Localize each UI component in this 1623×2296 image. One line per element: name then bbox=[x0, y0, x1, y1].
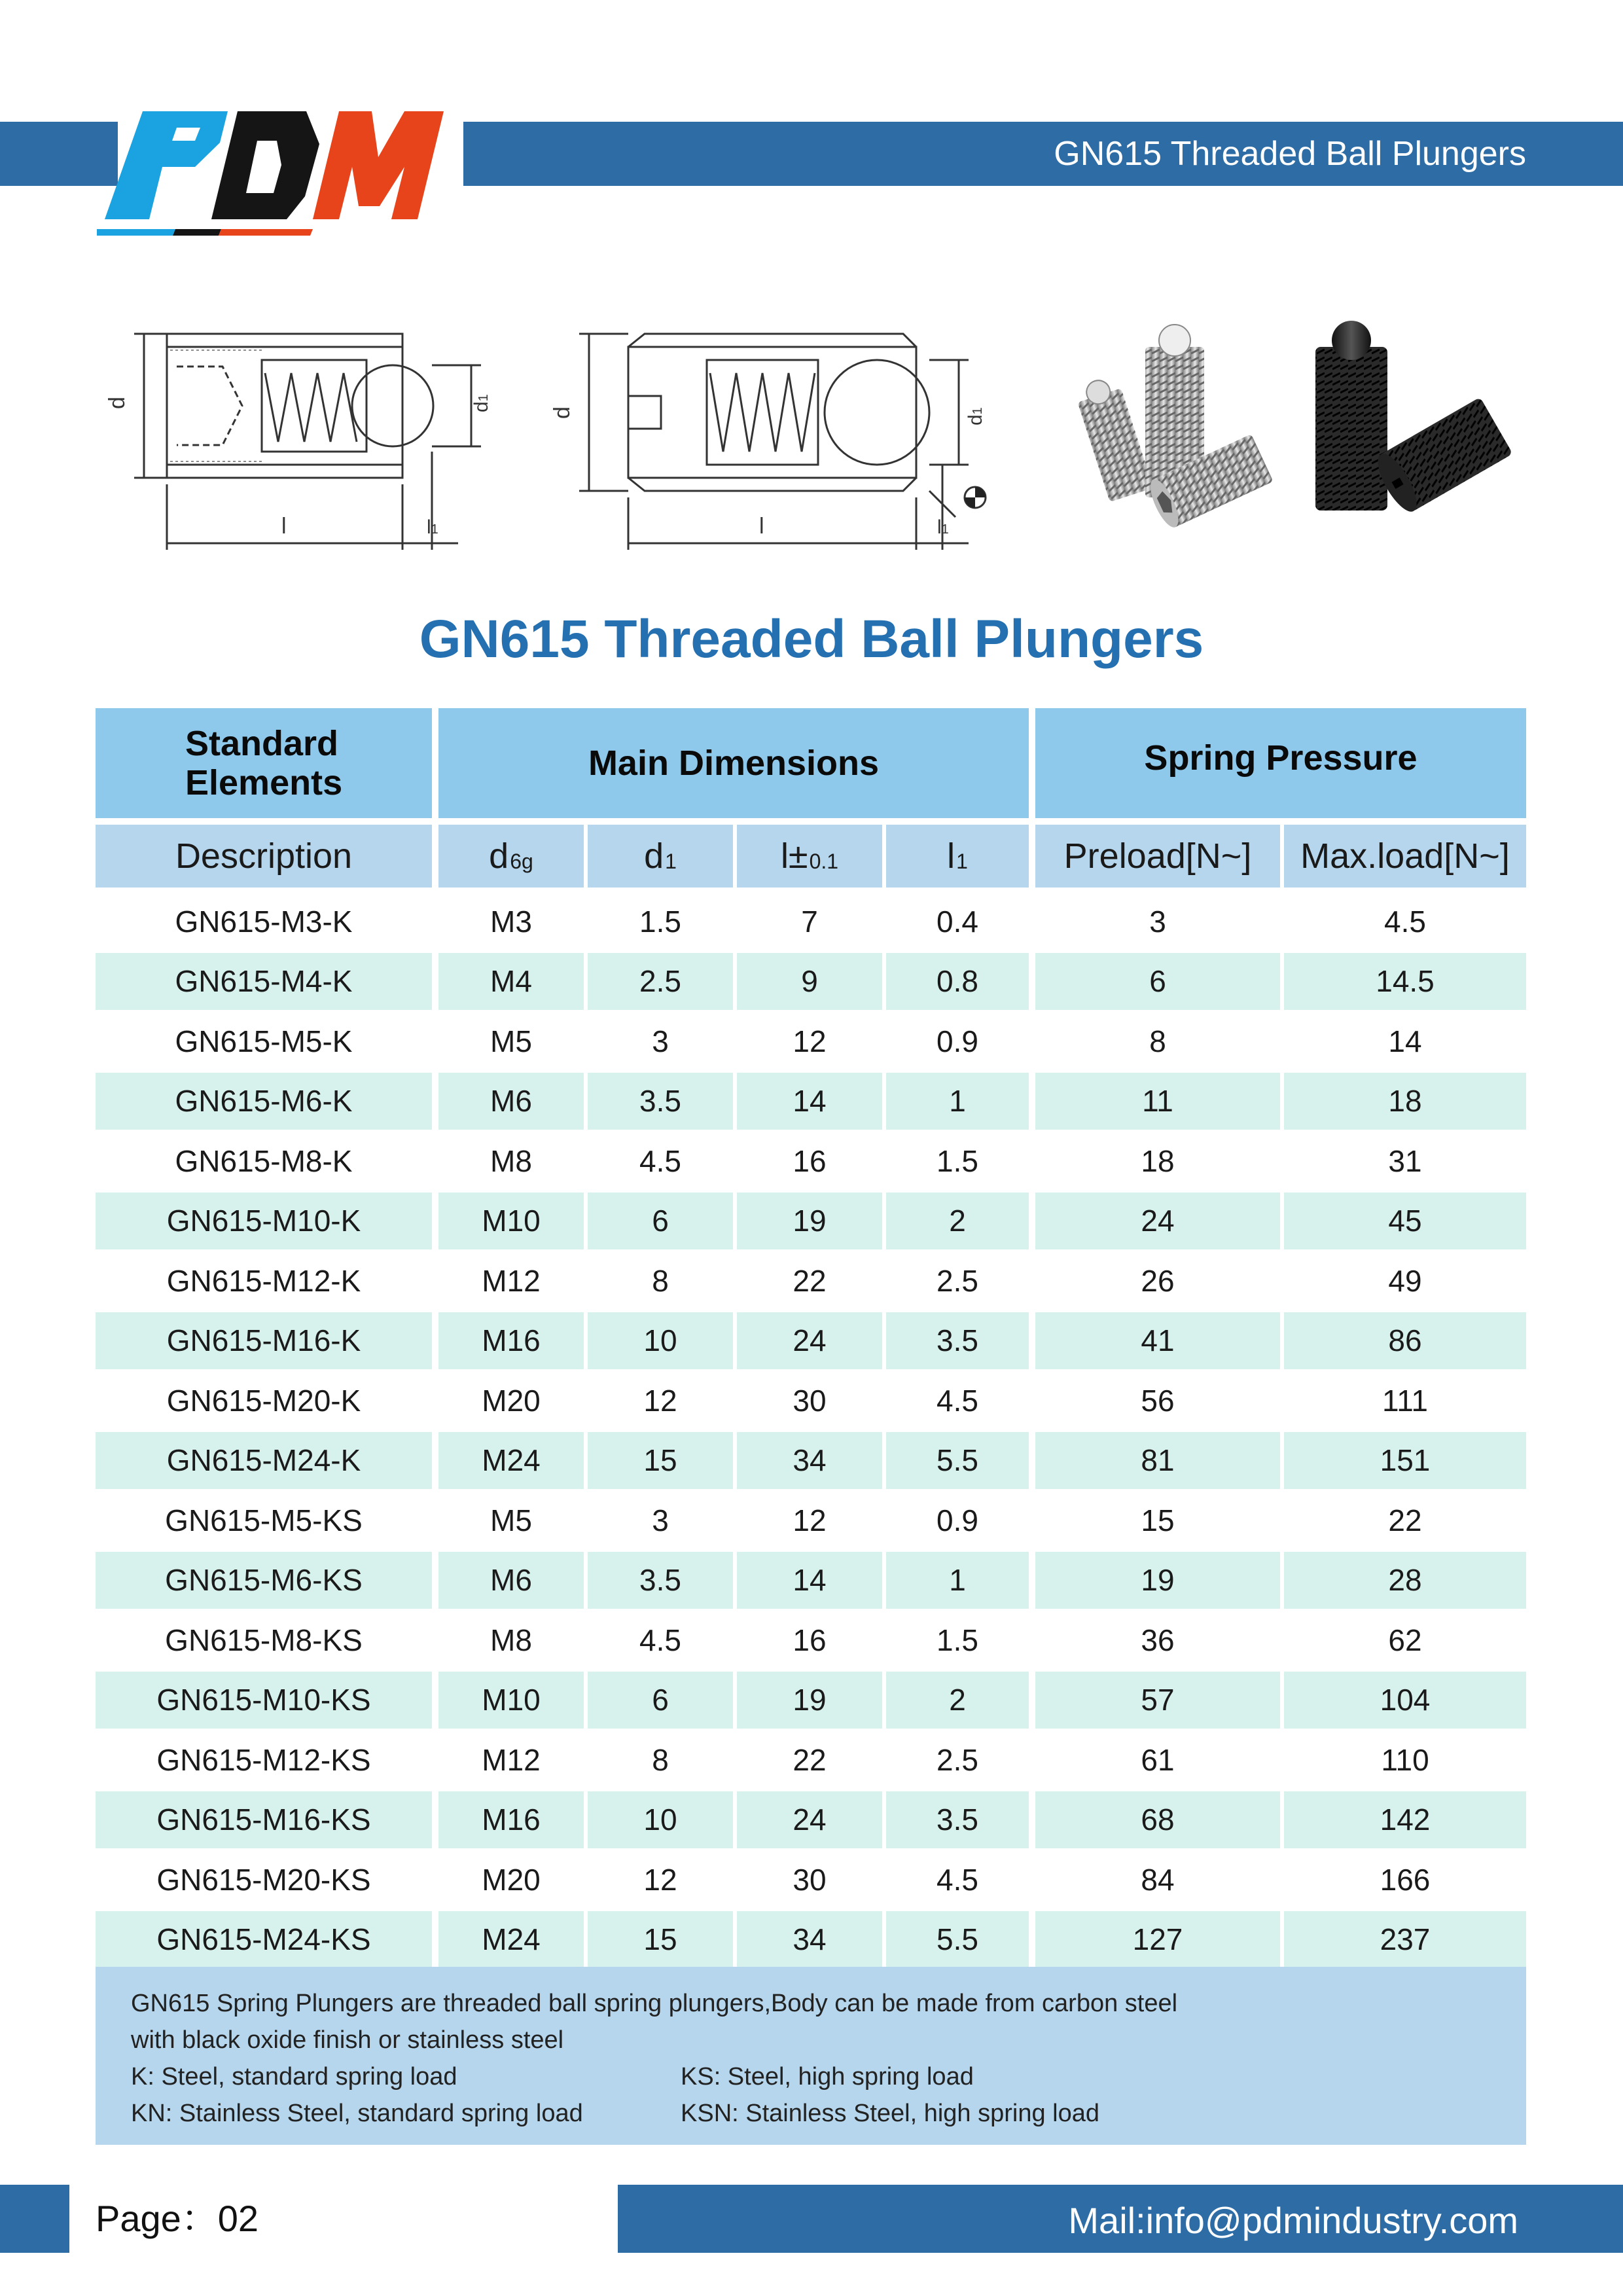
table-row bbox=[96, 1851, 1526, 1909]
cell-l1: 0.9 bbox=[936, 1024, 978, 1058]
cell-maxload: 142 bbox=[1284, 1791, 1526, 1849]
table-group-header-row bbox=[96, 708, 1526, 818]
cell-l1: 0.8 bbox=[886, 953, 1029, 1011]
cell-d: M12 bbox=[482, 1742, 541, 1777]
cell-l1: 1 bbox=[886, 1073, 1029, 1130]
cell-description: GN615-M8-KS bbox=[165, 1623, 363, 1657]
cell-description: GN615-M12-KS bbox=[156, 1742, 371, 1777]
cell-d1: 12 bbox=[643, 1862, 677, 1897]
cell-l1: 3.5 bbox=[886, 1791, 1029, 1849]
dim-label-d-2: d bbox=[550, 406, 575, 419]
group-header-spring-pressure: Spring Pressure bbox=[1035, 708, 1526, 818]
cell-maxload: 4.5 bbox=[1384, 904, 1426, 939]
cell-d1: 15 bbox=[588, 1911, 733, 1969]
cell-l: 12 bbox=[793, 1503, 827, 1537]
col-header-preload: Preload[N~] bbox=[1035, 825, 1280, 888]
cell-description: GN615-M3-K bbox=[175, 904, 353, 939]
cell-description: GN615-M20-KS bbox=[156, 1862, 371, 1897]
table-row bbox=[96, 893, 1526, 950]
cell-maxload: 31 bbox=[1388, 1143, 1422, 1178]
cell-preload: 3 bbox=[1149, 904, 1166, 939]
cell-preload: 26 bbox=[1141, 1263, 1175, 1298]
table-row bbox=[96, 1252, 1526, 1310]
cell-l: 24 bbox=[737, 1312, 882, 1370]
notes-line-1: GN615 Spring Plungers are threaded ball spring plungers,Body can be made from carbon steel bbox=[131, 1990, 1178, 2017]
cell-preload: 68 bbox=[1035, 1791, 1280, 1849]
contact-email[interactable]: Mail:info@pdmindustry.com bbox=[1068, 2200, 1518, 2241]
cell-description: GN615-M12-K bbox=[166, 1263, 361, 1298]
cell-d: M6 bbox=[438, 1073, 584, 1130]
cell-preload: 19 bbox=[1035, 1552, 1280, 1609]
table-row bbox=[96, 1672, 1526, 1729]
product-photo bbox=[1073, 308, 1531, 556]
dim-label-d1-2: d1 bbox=[965, 407, 986, 425]
cell-d: M8 bbox=[490, 1623, 532, 1657]
cell-d: M10 bbox=[438, 1193, 584, 1250]
cell-d1: 6 bbox=[588, 1193, 733, 1250]
cell-preload: 41 bbox=[1035, 1312, 1280, 1370]
cell-d1: 4.5 bbox=[639, 1143, 681, 1178]
col-header-l1: l 1 bbox=[886, 825, 1029, 888]
col-header-l: l± 0.1 bbox=[737, 825, 882, 888]
cell-preload: 84 bbox=[1141, 1862, 1175, 1897]
table-row bbox=[96, 1791, 1526, 1849]
dim-label-l1: l1 bbox=[427, 516, 438, 538]
cell-preload: 57 bbox=[1035, 1672, 1280, 1729]
cell-preload: 8 bbox=[1149, 1024, 1166, 1058]
slotted-drawing bbox=[550, 321, 1008, 563]
hex-socket-drawing bbox=[105, 321, 510, 563]
cell-d1: 3 bbox=[652, 1503, 669, 1537]
cell-maxload: 86 bbox=[1284, 1312, 1526, 1370]
table-row bbox=[96, 1372, 1526, 1429]
cell-maxload: 18 bbox=[1284, 1073, 1526, 1130]
notes-legend-row-2 bbox=[131, 2095, 1491, 2132]
cell-l: 22 bbox=[793, 1742, 827, 1777]
cell-d1: 3 bbox=[652, 1024, 669, 1058]
cell-preload: 36 bbox=[1141, 1623, 1175, 1657]
cell-l1: 2 bbox=[886, 1193, 1029, 1250]
cell-l: 34 bbox=[737, 1432, 882, 1490]
table-row bbox=[96, 1193, 1526, 1250]
cell-d: M3 bbox=[490, 904, 532, 939]
cell-preload: 81 bbox=[1035, 1432, 1280, 1490]
cell-l1: 1.5 bbox=[936, 1623, 978, 1657]
table-row bbox=[96, 1312, 1526, 1370]
cell-d1: 10 bbox=[588, 1791, 733, 1849]
cell-description: GN615-M10-KS bbox=[96, 1672, 432, 1729]
table-row bbox=[96, 1432, 1526, 1490]
cell-d1: 4.5 bbox=[639, 1623, 681, 1657]
table-row bbox=[96, 1552, 1526, 1609]
cell-maxload: 166 bbox=[1380, 1862, 1431, 1897]
cell-d: M16 bbox=[438, 1312, 584, 1370]
notes-legend-row-1 bbox=[131, 2058, 1491, 2095]
cell-d1: 6 bbox=[588, 1672, 733, 1729]
cell-l: 14 bbox=[737, 1073, 882, 1130]
dim-label-l1-2: l1 bbox=[937, 516, 949, 538]
table-row bbox=[96, 1911, 1526, 1969]
cell-d1: 12 bbox=[643, 1383, 677, 1418]
col-header-description: Description bbox=[96, 825, 432, 888]
cell-d: M12 bbox=[482, 1263, 541, 1298]
document-title: GN615 Threaded Ball Plungers bbox=[419, 609, 1204, 669]
cell-l: 16 bbox=[793, 1143, 827, 1178]
cell-d1: 8 bbox=[652, 1263, 669, 1298]
table-row bbox=[96, 1731, 1526, 1789]
cell-d: M16 bbox=[438, 1791, 584, 1849]
cell-l: 9 bbox=[737, 953, 882, 1011]
note-k: K: Steel, standard spring load bbox=[131, 2063, 457, 2090]
cell-description: GN615-M6-KS bbox=[96, 1552, 432, 1609]
cell-maxload: 22 bbox=[1388, 1503, 1422, 1537]
dim-label-d1: d1 bbox=[471, 394, 492, 412]
cell-l1: 1 bbox=[886, 1552, 1029, 1609]
table-row bbox=[96, 1492, 1526, 1549]
cell-description: GN615-M16-KS bbox=[96, 1791, 432, 1849]
cell-d: M8 bbox=[490, 1143, 532, 1178]
cell-l: 30 bbox=[793, 1862, 827, 1897]
cell-description: GN615-M6-K bbox=[96, 1073, 432, 1130]
cell-description: GN615-M20-K bbox=[166, 1383, 361, 1418]
cell-l1: 2 bbox=[886, 1672, 1029, 1729]
footer-bar-left bbox=[0, 2185, 69, 2253]
group-header-standard: Standard Elements bbox=[96, 708, 432, 818]
cell-l: 16 bbox=[793, 1623, 827, 1657]
cell-preload: 127 bbox=[1035, 1911, 1280, 1969]
cell-description: GN615-M24-K bbox=[96, 1432, 432, 1490]
cell-description: GN615-M5-K bbox=[175, 1024, 353, 1058]
cell-l: 19 bbox=[737, 1193, 882, 1250]
cell-maxload: 45 bbox=[1284, 1193, 1526, 1250]
cell-l: 14 bbox=[737, 1552, 882, 1609]
cell-l1: 4.5 bbox=[936, 1862, 978, 1897]
cell-d1: 8 bbox=[652, 1742, 669, 1777]
cell-description: GN615-M8-K bbox=[175, 1143, 353, 1178]
table-row bbox=[96, 1013, 1526, 1070]
table-row bbox=[96, 1073, 1526, 1130]
cell-d1: 10 bbox=[588, 1312, 733, 1370]
cell-d: M10 bbox=[438, 1672, 584, 1729]
table-row bbox=[96, 1132, 1526, 1190]
cell-preload: 61 bbox=[1141, 1742, 1175, 1777]
cell-d1: 15 bbox=[588, 1432, 733, 1490]
cell-preload: 11 bbox=[1035, 1073, 1280, 1130]
cell-l: 12 bbox=[793, 1024, 827, 1058]
dim-label-l-2: l bbox=[759, 514, 764, 539]
cell-d1: 3.5 bbox=[588, 1552, 733, 1609]
cell-l: 30 bbox=[793, 1383, 827, 1418]
cell-maxload: 104 bbox=[1284, 1672, 1526, 1729]
cell-maxload: 110 bbox=[1381, 1742, 1429, 1777]
cell-maxload: 28 bbox=[1284, 1552, 1526, 1609]
cell-preload: 18 bbox=[1141, 1143, 1175, 1178]
cell-maxload: 111 bbox=[1382, 1383, 1428, 1418]
page-number: Page：02 bbox=[96, 2198, 259, 2239]
group-header-main-dimensions: Main Dimensions bbox=[438, 708, 1029, 818]
cell-description: GN615-M10-K bbox=[96, 1193, 432, 1250]
cell-maxload: 14 bbox=[1388, 1024, 1422, 1058]
table-row bbox=[96, 953, 1526, 1011]
pdm-logo bbox=[97, 105, 450, 236]
table-column-header-row bbox=[96, 825, 1526, 888]
cell-l1: 0.4 bbox=[936, 904, 978, 939]
col-header-d1: d 1 bbox=[588, 825, 733, 888]
cell-d1: 3.5 bbox=[588, 1073, 733, 1130]
cell-l1: 3.5 bbox=[886, 1312, 1029, 1370]
cell-l: 19 bbox=[737, 1672, 882, 1729]
cell-l: 22 bbox=[793, 1263, 827, 1298]
cell-d: M24 bbox=[438, 1911, 584, 1969]
cell-maxload: 62 bbox=[1388, 1623, 1422, 1657]
cell-d1: 1.5 bbox=[639, 904, 681, 939]
cell-d: M20 bbox=[482, 1383, 541, 1418]
header-title: GN615 Threaded Ball Plungers bbox=[1054, 135, 1526, 173]
cell-l1: 0.9 bbox=[936, 1503, 978, 1537]
cell-l1: 2.5 bbox=[936, 1263, 978, 1298]
cell-l1: 5.5 bbox=[886, 1911, 1029, 1969]
cell-l1: 4.5 bbox=[936, 1383, 978, 1418]
cell-d: M5 bbox=[490, 1024, 532, 1058]
cell-l: 7 bbox=[801, 904, 818, 939]
dim-label-d: d bbox=[105, 397, 130, 409]
dim-label-l: l bbox=[281, 514, 287, 539]
cell-l1: 5.5 bbox=[886, 1432, 1029, 1490]
cell-description: GN615-M4-K bbox=[96, 953, 432, 1011]
cell-d: M4 bbox=[438, 953, 584, 1011]
cell-description: GN615-M24-KS bbox=[96, 1911, 432, 1969]
cell-l: 34 bbox=[737, 1911, 882, 1969]
cell-d1: 2.5 bbox=[588, 953, 733, 1011]
cell-maxload: 14.5 bbox=[1284, 953, 1526, 1011]
cell-description: GN615-M16-K bbox=[96, 1312, 432, 1370]
note-ksn: KSN: Stainless Steel, high spring load bbox=[681, 2100, 1100, 2127]
cell-preload: 6 bbox=[1035, 953, 1280, 1011]
cell-l1: 2.5 bbox=[936, 1742, 978, 1777]
notes-box bbox=[96, 1967, 1526, 2145]
cell-description: GN615-M5-KS bbox=[165, 1503, 363, 1537]
table-row bbox=[96, 1611, 1526, 1669]
cell-preload: 15 bbox=[1141, 1503, 1175, 1537]
cell-l: 24 bbox=[737, 1791, 882, 1849]
notes-line-2: with black oxide finish or stainless steel bbox=[131, 2026, 564, 2054]
cell-maxload: 151 bbox=[1284, 1432, 1526, 1490]
cell-l1: 1.5 bbox=[936, 1143, 978, 1178]
cell-preload: 24 bbox=[1035, 1193, 1280, 1250]
cell-d: M20 bbox=[482, 1862, 541, 1897]
note-kn: KN: Stainless Steel, standard spring load bbox=[131, 2100, 583, 2127]
cell-maxload: 237 bbox=[1284, 1911, 1526, 1969]
note-ks: KS: Steel, high spring load bbox=[681, 2063, 974, 2090]
cell-d: M5 bbox=[490, 1503, 532, 1537]
cell-maxload: 49 bbox=[1388, 1263, 1422, 1298]
cell-d: M24 bbox=[438, 1432, 584, 1490]
cell-preload: 56 bbox=[1141, 1383, 1175, 1418]
col-header-d: d 6g bbox=[438, 825, 584, 888]
col-header-maxload: Max.load[N~] bbox=[1284, 825, 1526, 888]
cell-d: M6 bbox=[438, 1552, 584, 1609]
